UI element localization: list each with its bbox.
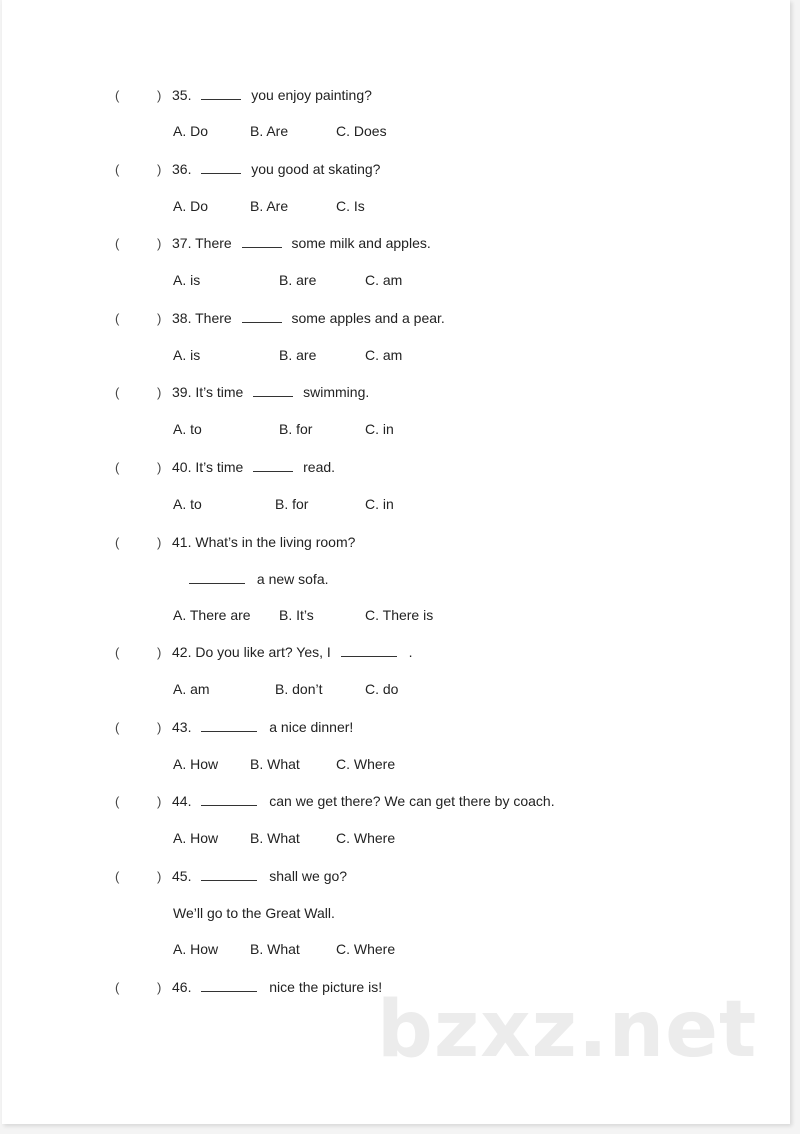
question-46 bbox=[172, 978, 382, 996]
question-number: 35. bbox=[172, 87, 192, 103]
option-c: C. do bbox=[365, 681, 399, 697]
option-b: B. are bbox=[279, 347, 317, 363]
question-prefix: It’s time bbox=[195, 384, 244, 400]
option-c: C. Where bbox=[336, 941, 396, 957]
question-39 bbox=[172, 383, 369, 401]
question-38 bbox=[172, 309, 445, 327]
question-number: 42. bbox=[172, 644, 192, 660]
question-number: 39. bbox=[172, 384, 192, 400]
question-text: can we get there? We can get there by coach. bbox=[269, 793, 555, 809]
question-number: 44. bbox=[172, 793, 192, 809]
option-a: A. How bbox=[173, 941, 219, 957]
answer-blank bbox=[242, 310, 282, 323]
answer-blank bbox=[201, 868, 257, 881]
option-c: C. Where bbox=[336, 830, 396, 846]
answer-blank bbox=[201, 979, 257, 992]
question-number: 40. bbox=[172, 459, 192, 475]
question-text: you good at skating? bbox=[251, 161, 381, 177]
option-b: B. for bbox=[279, 421, 313, 437]
answer-paren-close: ) bbox=[157, 645, 162, 660]
option-b: B. It’s bbox=[279, 607, 314, 623]
option-c: C. Does bbox=[336, 123, 387, 139]
option-c: C. There is bbox=[365, 607, 434, 623]
option-a: A. to bbox=[173, 421, 202, 437]
option-a: A. How bbox=[173, 830, 219, 846]
answer-blank bbox=[201, 793, 257, 806]
answer-paren-close: ) bbox=[157, 794, 162, 809]
option-a: A. How bbox=[173, 756, 219, 772]
option-b: B. don’t bbox=[275, 681, 323, 697]
answer-paren-open: ( bbox=[115, 794, 120, 809]
answer-blank bbox=[201, 87, 241, 100]
question-number: 37. bbox=[172, 235, 192, 251]
worksheet-page bbox=[2, 0, 790, 1124]
question-prefix: Do you like art? Yes, I bbox=[195, 644, 331, 660]
answer-paren-close: ) bbox=[157, 385, 162, 400]
question-45-context: We’ll go to the Great Wall. bbox=[173, 905, 335, 921]
option-c: C. Is bbox=[336, 198, 365, 214]
answer-paren-open: ( bbox=[115, 88, 120, 103]
question-number: 41. bbox=[172, 534, 192, 550]
option-c: C. am bbox=[365, 347, 403, 363]
question-42 bbox=[172, 643, 412, 661]
option-a: A. am bbox=[173, 681, 210, 697]
question-text: shall we go? bbox=[269, 868, 348, 884]
question-text: What’s in the living room? bbox=[195, 534, 356, 550]
option-b: B. Are bbox=[250, 198, 289, 214]
option-a: A. is bbox=[173, 272, 201, 288]
option-b: B. are bbox=[279, 272, 317, 288]
answer-paren-open: ( bbox=[115, 720, 120, 735]
option-a: A. There are bbox=[173, 607, 251, 623]
answer-paren-open: ( bbox=[115, 535, 120, 550]
answer-blank bbox=[201, 161, 241, 174]
answer-paren-close: ) bbox=[157, 162, 162, 177]
option-a: A. Do bbox=[173, 198, 209, 214]
answer-paren-close: ) bbox=[157, 311, 162, 326]
question-35 bbox=[172, 86, 372, 104]
answer-paren-close: ) bbox=[157, 88, 162, 103]
question-text: swimming. bbox=[303, 384, 370, 400]
question-text: some apples and a pear. bbox=[291, 310, 445, 326]
answer-paren-close: ) bbox=[157, 720, 162, 735]
option-b: B. for bbox=[275, 496, 309, 512]
question-37 bbox=[172, 234, 431, 252]
answer-paren-close: ) bbox=[157, 535, 162, 550]
question-number: 38. bbox=[172, 310, 192, 326]
answer-paren-open: ( bbox=[115, 869, 120, 884]
option-c: C. in bbox=[365, 421, 394, 437]
question-43 bbox=[172, 718, 353, 736]
option-a: A. to bbox=[173, 496, 202, 512]
option-b: B. Are bbox=[250, 123, 289, 139]
answer-paren-open: ( bbox=[115, 385, 120, 400]
answer-paren-open: ( bbox=[115, 236, 120, 251]
answer-paren-close: ) bbox=[157, 869, 162, 884]
question-number: 43. bbox=[172, 719, 192, 735]
answer-blank bbox=[341, 644, 397, 657]
question-number: 45. bbox=[172, 868, 192, 884]
answer-blank bbox=[189, 571, 245, 584]
question-41-answer-line bbox=[189, 570, 329, 588]
option-c: C. am bbox=[365, 272, 403, 288]
answer-paren-close: ) bbox=[157, 236, 162, 251]
question-prefix: There bbox=[195, 310, 232, 326]
question-number: 46. bbox=[172, 979, 192, 995]
question-prefix: There bbox=[195, 235, 232, 251]
option-a: A. is bbox=[173, 347, 201, 363]
answer-paren-open: ( bbox=[115, 980, 120, 995]
option-b: B. What bbox=[250, 756, 300, 772]
question-text: read. bbox=[303, 459, 336, 475]
question-text: . bbox=[408, 644, 413, 660]
answer-blank bbox=[242, 235, 282, 248]
question-number: 36. bbox=[172, 161, 192, 177]
answer-paren-open: ( bbox=[115, 460, 120, 475]
question-text: some milk and apples. bbox=[291, 235, 431, 251]
question-41 bbox=[172, 533, 355, 551]
answer-paren-close: ) bbox=[157, 980, 162, 995]
answer-paren-open: ( bbox=[115, 311, 120, 326]
question-text: you enjoy painting? bbox=[251, 87, 372, 103]
answer-paren-open: ( bbox=[115, 645, 120, 660]
answer-paren-open: ( bbox=[115, 162, 120, 177]
question-text: a nice dinner! bbox=[269, 719, 354, 735]
question-36 bbox=[172, 160, 380, 178]
question-text: nice the picture is! bbox=[269, 979, 383, 995]
question-45 bbox=[172, 867, 347, 885]
question-40 bbox=[172, 458, 335, 476]
question-prefix: It’s time bbox=[195, 459, 244, 475]
answer-blank bbox=[201, 719, 257, 732]
option-c: C. in bbox=[365, 496, 394, 512]
watermark: bzxz.net bbox=[377, 985, 758, 1075]
answer-blank bbox=[253, 384, 293, 397]
answer-paren-close: ) bbox=[157, 460, 162, 475]
question-44 bbox=[172, 792, 555, 810]
option-b: B. What bbox=[250, 941, 300, 957]
option-c: C. Where bbox=[336, 756, 396, 772]
option-b: B. What bbox=[250, 830, 300, 846]
answer-blank bbox=[253, 459, 293, 472]
answer-text: a new sofa. bbox=[256, 571, 329, 587]
option-a: A. Do bbox=[173, 123, 209, 139]
